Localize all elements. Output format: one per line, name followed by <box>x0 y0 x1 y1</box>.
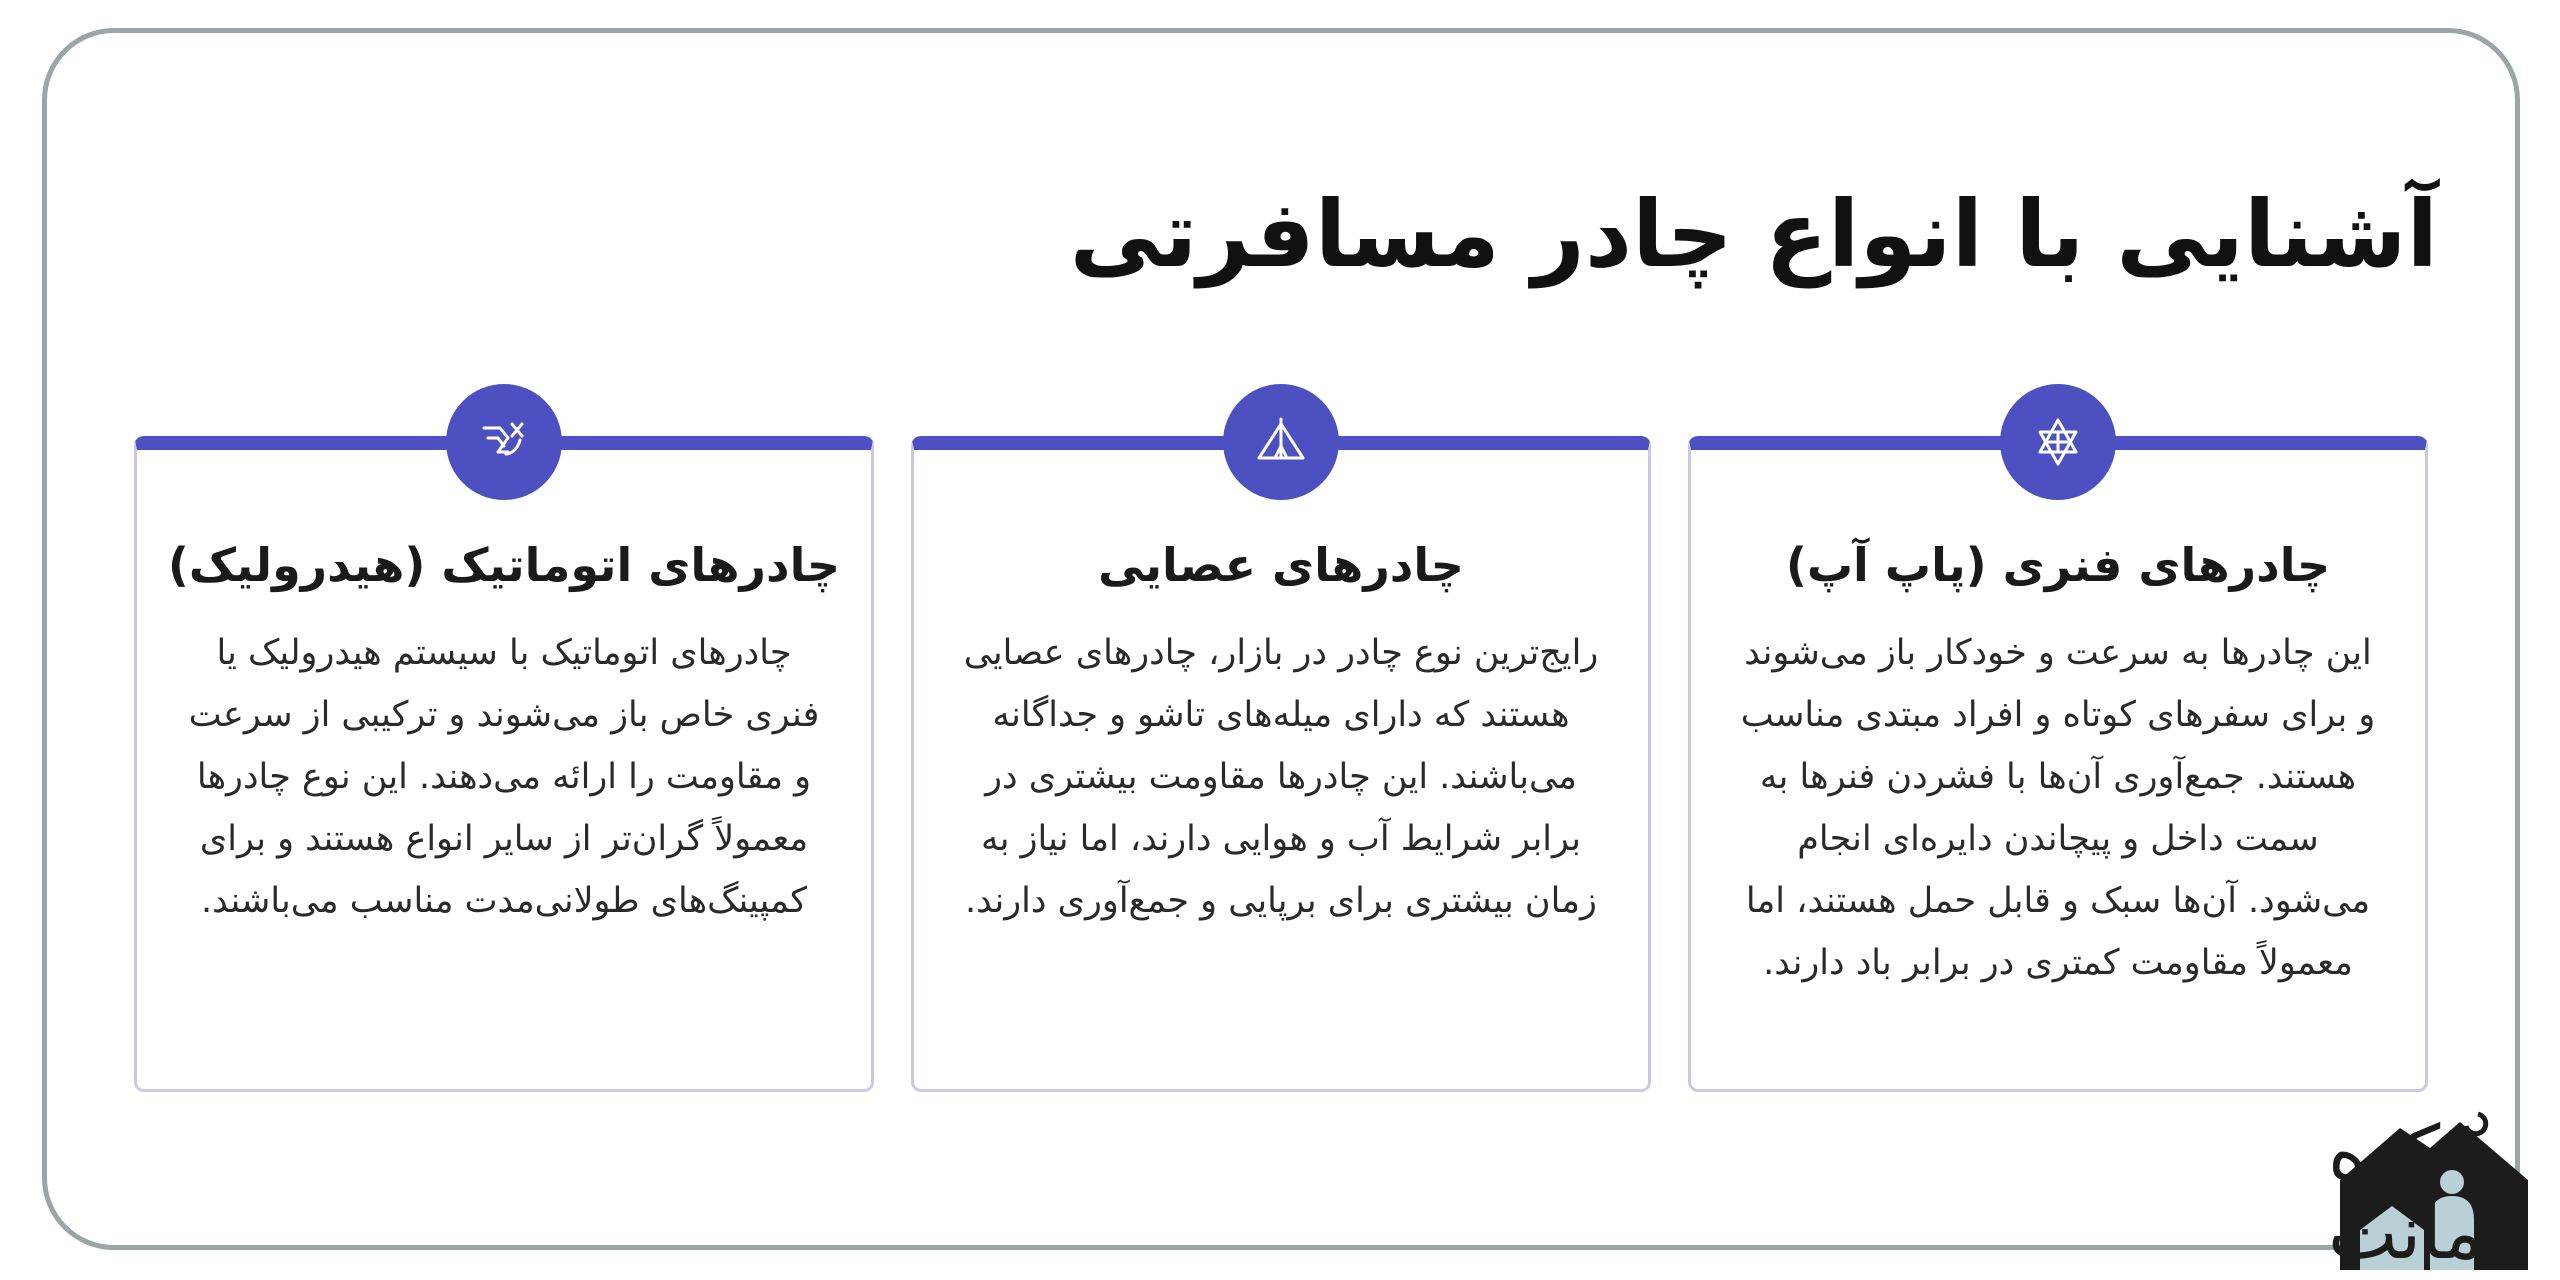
mountain-logo-icon <box>2130 1070 2530 1280</box>
card-popup-tents <box>1688 436 2428 1092</box>
card-automatic-tents <box>134 436 874 1092</box>
logo-text-line2: مانت <box>2328 1190 2484 1276</box>
card-description: این چادرها به سرعت و خودکار باز می‌شوند و برای سفرهای کوتاه و افراد مبتدی مناسب هستند. جمع‌آوری آن‌ها با فشردن فنرها به سمت داخل و پیچاندن دایره‌ای انجام می‌شود. آن‌ها سبک و قابل حمل هستند، اما معمولاً مقاومت کمتری در برابر باد دارند. <box>1740 632 2376 983</box>
card-heading: چادرهای اتوماتیک (هیدرولیک) <box>167 538 841 592</box>
logo-text-line1: کوه <box>2328 1110 2441 1196</box>
card-heading: چادرهای عصایی <box>1098 538 1464 592</box>
brand-logo <box>2130 1070 2530 1280</box>
page-title: آشنایی با انواع چادر مسافرتی <box>1069 181 2438 288</box>
card-pole-tents <box>911 436 1651 1092</box>
card-description: رایج‌ترین نوع چادر در بازار، چادرهای عصایی هستند که دارای میله‌های تاشو و جداگانه می‌باشند. این چادرها مقاومت بیشتری در برابر شرایط آب و هوایی دارند، اما نیاز به زمان بیشتری برای برپایی و جمع‌آوری دارند. <box>963 632 1599 921</box>
pole-tent-icon <box>1223 384 1339 500</box>
card-heading: چادرهای فنری (پاپ آپ) <box>1785 538 2331 592</box>
automatic-tent-icon <box>446 384 562 500</box>
card-description: چادرهای اتوماتیک با سیستم هیدرولیک یا فنری خاص باز می‌شوند و ترکیبی از سرعت و مقاومت را ارائه می‌دهند. این نوع چادرها معمولاً گران‌تر از سایر انواع هستند و برای کمپینگ‌های طولانی‌مدت مناسب می‌باشند. <box>188 632 820 921</box>
popup-tent-icon <box>2000 384 2116 500</box>
